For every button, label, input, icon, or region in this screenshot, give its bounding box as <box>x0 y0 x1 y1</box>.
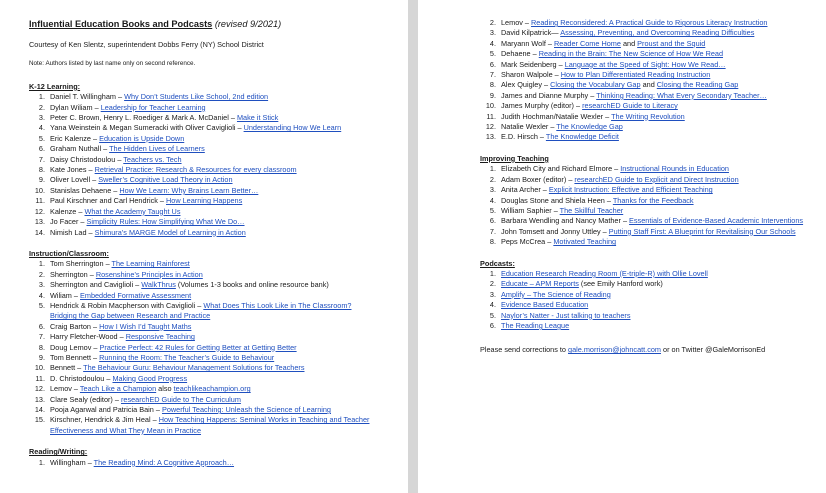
item-number: 4. <box>38 290 45 300</box>
section-heading-improving: Improving Teaching <box>480 153 549 163</box>
item-number: 14. <box>34 405 45 414</box>
list-item <box>29 207 379 217</box>
item-title-link[interactable]: Reading in the Brain: The New Science of How We Read <box>538 49 724 59</box>
item-author: James Murphy (editor) – <box>501 101 583 111</box>
item-number: 5. <box>489 49 496 59</box>
item-title-link[interactable]: Understanding How We Learn <box>243 123 342 133</box>
item-title-link[interactable]: The Skillful Teacher <box>559 205 624 215</box>
item-number: 14. <box>34 227 45 237</box>
item-author: Wiliam – <box>50 290 80 300</box>
item-title-link-2[interactable]: Proust and the Squid <box>637 38 706 48</box>
item-title-link[interactable]: Explicit Instruction: Effective and Efficient Teaching <box>548 185 713 195</box>
item-author: Kate Jones – <box>50 165 95 175</box>
item-author: Dehaene – <box>501 49 539 59</box>
item-number: 11. <box>486 111 496 121</box>
email-link[interactable]: gale.morrison@johncatt.com <box>568 345 661 355</box>
instruction-list <box>29 259 379 436</box>
item-note: and <box>620 38 638 48</box>
item-number: 12. <box>34 206 45 216</box>
item-title-link[interactable]: researchED Guide to The Curriculum <box>120 394 241 404</box>
item-author: Daniel T. Willingham – <box>50 92 125 102</box>
item-author: Judith Hochman/Natalie Wexler – <box>501 111 612 121</box>
item-number: 2. <box>38 102 45 112</box>
item-number: 5. <box>489 310 496 320</box>
item-title-link[interactable]: researchED Guide to Literacy <box>582 101 678 111</box>
item-author: Daisy Christodoulou – <box>50 154 124 164</box>
list-item <box>29 217 379 227</box>
list-item <box>480 70 815 80</box>
item-title-link[interactable]: Evidence Based Education <box>501 300 589 310</box>
item-author: Lemov – <box>50 384 80 394</box>
improving-list <box>480 164 815 247</box>
page-2-content <box>480 18 815 356</box>
item-title-link[interactable]: Rosenshine’s Principles in Action <box>95 269 203 279</box>
item-author: William Saphier – <box>501 205 560 215</box>
item-number: 11. <box>35 196 45 206</box>
item-title-link[interactable]: The Behaviour Guru: Behaviour Management Solutions for Teachers <box>83 363 305 373</box>
item-title-link[interactable]: How Learning Happens <box>166 196 243 206</box>
item-number: 12. <box>34 384 45 394</box>
item-author: D. Christodoulou – <box>50 373 113 383</box>
item-author: David Kilpatrick— <box>501 28 561 38</box>
item-number: 1. <box>489 268 496 278</box>
item-title-link[interactable]: The Knowledge Gap <box>556 122 623 132</box>
item-title-link[interactable]: Language at the Speed of Sight: How We Read… <box>564 59 726 69</box>
list-item <box>480 237 815 247</box>
item-author: Yana Weinstein & Megan Sumeracki with Oliver Caviglioli – <box>50 123 244 133</box>
item-title-link[interactable]: Powerful Teaching: Unleash the Science of Learning <box>161 405 331 414</box>
list-item <box>480 290 815 300</box>
list-item <box>480 300 815 310</box>
item-number: 13. <box>485 132 496 142</box>
corrections-line: Please send corrections to gale.morrison@johncatt.com or on Twitter @GaleMorrisonEd <box>480 345 766 355</box>
item-author: Bennett – <box>50 363 84 373</box>
section-heading-instruction: Instruction/Classroom: <box>29 248 109 258</box>
list-item <box>480 311 815 321</box>
list-item <box>29 165 379 175</box>
list-item <box>29 374 379 384</box>
item-title-link[interactable]: Thinking Reading: What Every Secondary Teacher… <box>596 90 767 100</box>
list-item <box>29 144 379 154</box>
item-author: Barbara Wendling and Nancy Mather – <box>501 216 630 226</box>
item-title-link[interactable]: Practice Perfect: 42 Rules for Getting Better at Getting Better <box>99 342 297 352</box>
item-author: James and Dianne Murphy – <box>501 90 597 100</box>
item-title-link[interactable]: Reading Reconsidered: A Practical Guide to Rigorous Literacy Instruction <box>531 18 768 27</box>
item-author: Clare Sealy (editor) – <box>50 394 121 404</box>
item-title-link[interactable]: Making Good Progress <box>112 373 188 383</box>
item-title-link[interactable]: Responsive Teaching <box>125 332 195 342</box>
item-number: 3. <box>489 185 496 195</box>
list-item <box>29 415 379 436</box>
item-title-link[interactable]: Sweller’s Cognitive Load Theory in Action <box>98 175 233 185</box>
item-author: Elizabeth City and Richard Elmore – <box>501 164 621 174</box>
courtesy-line: Courtesy of Ken Slentz, superintendent Dobbs Ferry (NY) School District <box>29 40 264 49</box>
item-author: Tom Bennett – <box>50 352 100 362</box>
item-number: 10. <box>34 185 45 195</box>
item-number: 4. <box>489 195 496 205</box>
list-item <box>480 18 815 28</box>
item-title-link[interactable]: Teach Like a Champion <box>79 384 157 394</box>
document-title: Influential Education Books and Podcasts (revised 9/2021) <box>29 19 282 29</box>
item-number: 3. <box>38 113 45 123</box>
list-item <box>29 458 379 468</box>
item-title-link[interactable]: Amplify – The Science of Reading <box>501 289 611 299</box>
list-item <box>29 103 379 113</box>
item-note: and <box>640 80 657 90</box>
item-number: 6. <box>38 321 45 331</box>
section-heading-podcasts: Podcasts: <box>480 258 515 268</box>
item-number: 2. <box>489 18 496 27</box>
item-title-link[interactable]: WalkThrus <box>141 280 176 290</box>
item-author: Hendrick & Robin Macpherson with Caviglioli – <box>50 300 204 310</box>
item-author: Oliver Lovell – <box>50 175 99 185</box>
list-item <box>480 112 815 122</box>
section-heading-k12: K-12 Learning: <box>29 81 81 91</box>
item-title-link[interactable]: Closing the Vocabulary Gap <box>550 80 641 90</box>
item-number: 4. <box>489 38 496 48</box>
item-author: Mark Seidenberg – <box>501 59 565 69</box>
item-number: 3. <box>38 280 45 290</box>
item-number: 5. <box>38 133 45 143</box>
item-author: Anita Archer – <box>501 185 549 195</box>
item-title-link[interactable]: The Knowledge Deficit <box>545 132 619 142</box>
item-author: Sharon Walpole – <box>501 70 561 80</box>
item-title-link[interactable]: How I Wish I’d Taught Maths <box>99 321 192 331</box>
item-author: E.D. Hirsch – <box>501 132 546 142</box>
document-page-2 <box>418 0 826 493</box>
item-author: Kalenze – <box>50 206 85 216</box>
item-title-link[interactable]: Simplicity Rules: How Simplifying What We Do… <box>86 217 245 227</box>
list-item <box>480 91 815 101</box>
list-item <box>29 123 379 133</box>
item-number: 5. <box>38 300 45 310</box>
item-author: Maryann Wolf – <box>501 38 554 48</box>
item-title-link[interactable]: Embedded Formative Assessment <box>80 290 192 300</box>
list-item <box>29 384 379 394</box>
item-number: 15. <box>34 415 45 425</box>
item-author: Doug Lemov – <box>50 342 100 352</box>
item-title-link[interactable]: Why Don’t Students Like School, 2nd edition <box>124 92 269 102</box>
item-title-link[interactable]: Retrieval Practice: Research & Resources for every classroom <box>94 165 297 175</box>
list-item <box>480 49 815 59</box>
item-number: 6. <box>38 144 45 154</box>
item-number: 8. <box>38 165 45 175</box>
item-title-link[interactable]: How Teaching Happens: Seminal Works in Teaching and Teacher Effectiveness and What They Mean in Practice <box>50 415 370 435</box>
item-number: 1. <box>38 457 45 467</box>
list-item <box>29 113 379 123</box>
list-item <box>480 185 815 195</box>
item-author: Stanislas Dehaene – <box>50 185 120 195</box>
item-author: Craig Barton – <box>50 321 100 331</box>
list-item <box>29 405 379 415</box>
page-1-content <box>29 18 379 479</box>
item-number: 7. <box>38 154 45 164</box>
list-item <box>29 134 379 144</box>
item-author: Peps McCrea – <box>501 237 554 247</box>
reading-list <box>29 458 379 468</box>
list-item <box>480 227 815 237</box>
list-item <box>480 206 815 216</box>
item-number: 7. <box>489 70 496 80</box>
item-title-link[interactable]: What Does This Look Like in The Classroom? Bridging the Gap between Research and Practice <box>50 300 352 321</box>
item-title-link[interactable]: Assessing, Preventing, and Overcoming Reading Difficulties <box>560 28 755 38</box>
reading-list-continued <box>480 18 815 143</box>
item-author: John Tomsett and Jonny Uttley – <box>501 226 609 236</box>
item-author: Jo Facer – <box>50 217 87 227</box>
item-author: Douglas Stone and Shiela Heen – <box>501 195 613 205</box>
page-gap <box>408 0 418 493</box>
item-author: Dylan Wiliam – <box>50 102 101 112</box>
list-item <box>29 343 379 353</box>
item-title-link[interactable]: Motivated Teaching <box>553 237 617 247</box>
item-number: 2. <box>489 279 496 289</box>
podcasts-list <box>480 269 815 331</box>
section-heading-reading: Reading/Writing: <box>29 447 88 457</box>
item-title-link[interactable]: How to Plan Differentiated Reading Instruction <box>560 70 711 80</box>
item-title-link[interactable]: Naylor’s Natter - Just talking to teachers <box>501 310 631 320</box>
item-number: 12. <box>485 122 496 132</box>
list-item <box>480 132 815 142</box>
item-author: Adam Boxer (editor) – <box>501 174 575 184</box>
item-title-link[interactable]: The Reading League <box>501 320 570 330</box>
item-author: Peter C. Brown, Henry L. Roediger & Mark A. McDaniel – <box>50 113 237 123</box>
item-title-link[interactable]: Putting Staff First: A Blueprint for Revitalising Our Schools <box>608 226 796 236</box>
item-note: (Volumes 1-3 books and online resource bank) <box>175 280 329 290</box>
list-item <box>29 322 379 332</box>
list-item <box>480 279 815 289</box>
item-note: (see Emily Hanford work) <box>578 279 663 289</box>
item-author: Sherrington – <box>50 269 96 279</box>
item-title-link[interactable]: researchED Guide to Explicit and Direct Instruction <box>574 174 739 184</box>
item-number: 9. <box>38 352 45 362</box>
list-item <box>29 280 379 290</box>
list-item <box>29 291 379 301</box>
list-item <box>29 395 379 405</box>
item-title-link[interactable]: The Reading Mind: A Cognitive Approach… <box>93 457 235 467</box>
list-item <box>29 363 379 373</box>
item-title-link[interactable]: The Hidden Lives of Learners <box>109 144 205 154</box>
list-item <box>29 92 379 102</box>
list-item <box>480 321 815 331</box>
item-number: 5. <box>489 205 496 215</box>
item-title-link-2[interactable]: teachlikeachampion.org <box>173 384 251 394</box>
list-item <box>29 186 379 196</box>
item-number: 2. <box>489 174 496 184</box>
item-number: 1. <box>38 92 45 102</box>
item-title-link[interactable]: Education Research Reading Room (E-triple-R) with Ollie Lovell <box>501 268 708 278</box>
item-number: 6. <box>489 320 496 330</box>
item-title-link[interactable]: The Learning Rainforest <box>111 259 190 269</box>
item-author: Kirschner, Hendrick & Jim Heal – <box>50 415 159 425</box>
item-author: Natalie Wexler – <box>501 122 557 132</box>
item-title-link[interactable]: Thanks for the Feedback <box>612 195 694 205</box>
list-item <box>480 216 815 226</box>
item-number: 9. <box>38 175 45 185</box>
item-number: 13. <box>34 217 45 227</box>
item-author: Alex Quigley – <box>501 80 551 90</box>
list-item <box>29 175 379 185</box>
item-author: Willingham – <box>50 457 94 467</box>
item-number: 10. <box>34 363 45 373</box>
item-title-link-2[interactable]: Closing the Reading Gap <box>656 80 739 90</box>
item-number: 1. <box>38 259 45 269</box>
item-title-link[interactable]: Teachers vs. Tech <box>123 154 182 164</box>
item-number: 7. <box>489 226 496 236</box>
item-title-link[interactable]: Make it Stick <box>236 113 279 123</box>
item-title-link[interactable]: Instructional Rounds in Education <box>620 164 729 174</box>
item-author: Sherrington and Caviglioli – <box>50 280 142 290</box>
item-number: 6. <box>489 216 496 226</box>
list-item <box>480 196 815 206</box>
item-number: 2. <box>38 269 45 279</box>
item-number: 13. <box>34 394 45 404</box>
item-number: 8. <box>489 80 496 90</box>
item-title-link[interactable]: Education is Upside Down <box>99 133 185 143</box>
list-item <box>480 175 815 185</box>
item-number: 3. <box>489 289 496 299</box>
k12-list <box>29 92 379 238</box>
list-item <box>29 270 379 280</box>
item-number: 4. <box>38 123 45 133</box>
list-item <box>29 259 379 269</box>
item-note: also <box>156 384 174 394</box>
list-item <box>480 269 815 279</box>
item-number: 4. <box>489 300 496 310</box>
item-title-link[interactable]: What the Academy Taught Us <box>84 206 181 216</box>
item-title-link[interactable]: Shimura’s MARGE Model of Learning in Action <box>94 227 246 237</box>
item-number: 3. <box>489 28 496 38</box>
item-title-link[interactable]: Essentials of Evidence-Based Academic Interventions <box>629 216 804 226</box>
item-author: Graham Nuthall – <box>50 144 110 154</box>
item-number: 9. <box>489 90 496 100</box>
item-title-link[interactable]: Leadership for Teacher Learning <box>100 102 206 112</box>
item-author: Harry Fletcher-Wood – <box>50 332 126 342</box>
list-item <box>480 60 815 70</box>
item-number: 8. <box>38 342 45 352</box>
item-title-link[interactable]: How We Learn: Why Brains Learn Better… <box>119 185 259 195</box>
item-title-link[interactable]: Running the Room: The Teacher’s Guide to Behaviour <box>99 352 275 362</box>
note-line: Note: Authors listed by last name only on second reference. <box>29 60 196 68</box>
list-item <box>480 39 815 49</box>
item-author: Pooja Agarwal and Patricia Bain – <box>50 405 162 414</box>
item-title-link[interactable]: Educate – APM Reports <box>501 279 579 289</box>
item-number: 7. <box>38 332 45 342</box>
list-item <box>29 353 379 363</box>
item-author: Paul Kirschner and Carl Hendrick – <box>50 196 166 206</box>
list-item <box>480 80 815 90</box>
list-item <box>29 228 379 238</box>
item-author: Eric Kalenze – <box>50 133 100 143</box>
item-author: Tom Sherrington – <box>50 259 112 269</box>
item-number: 10. <box>485 101 496 111</box>
document-page-1 <box>0 0 408 493</box>
item-author: Nimish Lad – <box>50 227 95 237</box>
list-item <box>480 164 815 174</box>
list-item <box>29 196 379 206</box>
list-item <box>480 101 815 111</box>
item-title-link[interactable]: Reader Come Home <box>554 38 621 48</box>
list-item <box>29 332 379 342</box>
item-number: 8. <box>489 237 496 247</box>
list-item <box>29 301 379 322</box>
item-number: 6. <box>489 59 496 69</box>
item-number: 1. <box>489 164 496 174</box>
list-item <box>480 122 815 132</box>
item-number: 11. <box>35 373 45 383</box>
item-author: Lemov – <box>501 18 532 27</box>
list-item <box>29 155 379 165</box>
item-title-link[interactable]: The Writing Revolution <box>611 111 685 121</box>
list-item <box>480 28 815 38</box>
